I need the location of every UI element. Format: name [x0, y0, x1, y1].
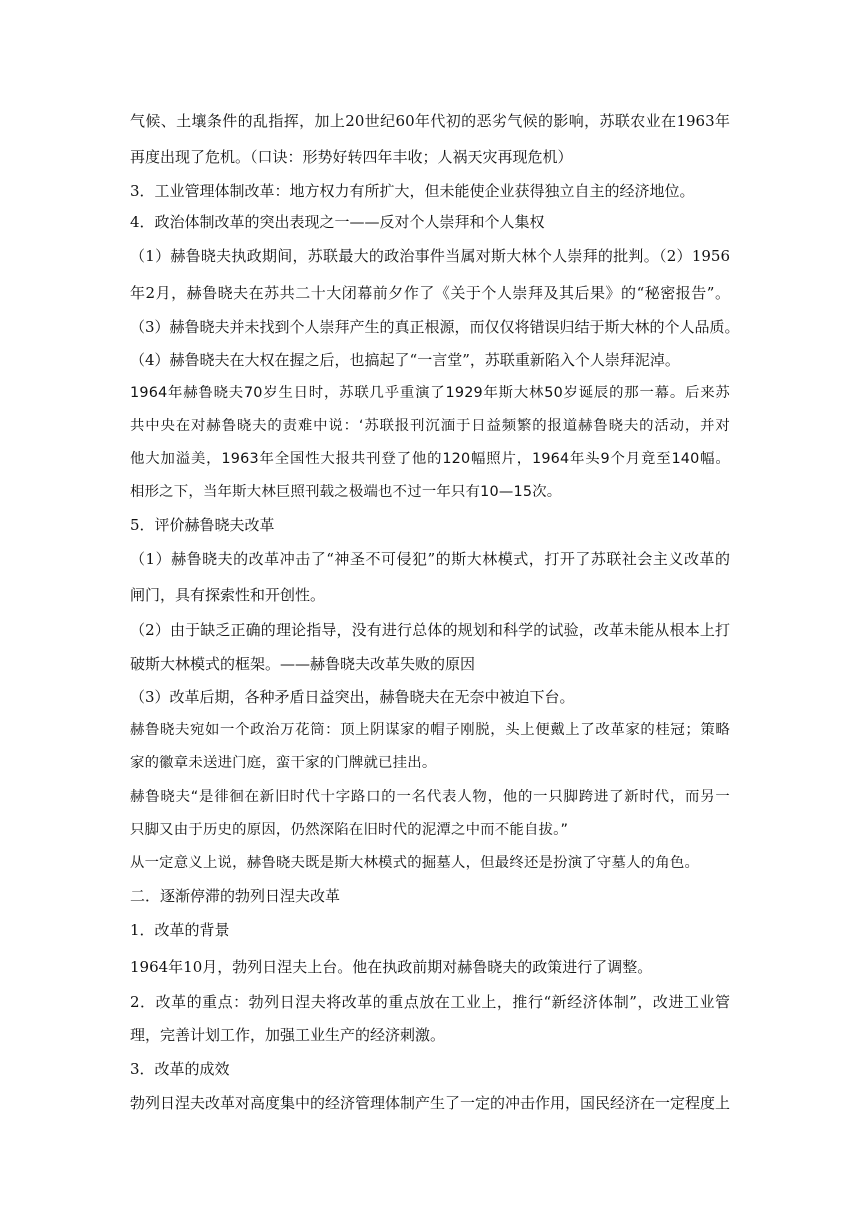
text-line: 1964年10月，勃列日涅夫上台。他在执政前期对赫鲁晓夫的政策进行了调整。 — [130, 958, 653, 976]
text-line: 闸门，具有探索性和开创性。 — [130, 586, 326, 604]
text-line: 3．工业管理体制改革：地方权力有所扩大，但未能使企业获得独立自主的经济地位。 — [130, 182, 695, 200]
quote-line: 只脚又由于历史的原因，仍然深陷在旧时代的泥潭之中而不能自拔。” — [130, 822, 569, 838]
section-heading: 4．政治体制改革的突出表现之一——反对个人崇拜和个人集权 — [130, 213, 545, 231]
text-line: 再度出现了危机。（口诀：形势好转四年丰收；人祸天灾再现危机） — [130, 148, 573, 166]
section-heading: 1．改革的背景 — [130, 921, 230, 939]
text-line: 勃列日涅夫改革对高度集中的经济管理体制产生了一定的冲击作用，国民经济在一定程度上 — [130, 1094, 731, 1112]
text-line: 年2月，赫鲁晓夫在苏共二十大闭幕前夕作了《关于个人崇拜及其后果》的“秘密报告”。 — [130, 284, 730, 302]
section-heading: 3．改革的成效 — [130, 1060, 230, 1078]
quote-line: 1964年赫鲁晓夫70岁生日时，苏联几乎重演了1929年斯大林50岁诞辰的那一幕。后来苏 — [130, 385, 730, 401]
quote-line: 相形之下，当年斯大林巨照刊载之极端也不过一年只有10—15次。 — [130, 484, 562, 500]
text-line: （2）由于缺乏正确的理论指导，没有进行总体的规划和科学的试验，改革未能从根本上打 — [130, 621, 730, 639]
text-line: 2．改革的重点：勃列日涅夫将改革的重点放在工业上，推行“新经济体制”，改进工业管 — [130, 993, 730, 1011]
text-line: 破斯大林模式的框架。——赫鲁晓夫改革失败的原因 — [130, 655, 476, 673]
section-heading: 二．逐渐停滞的勃列日涅夫改革 — [130, 887, 341, 905]
text-line: 气候、土壤条件的乱指挥，加上20世纪60年代初的恶劣气候的影响，苏联农业在1963年 — [130, 112, 730, 130]
section-heading: 5．评价赫鲁晓夫改革 — [130, 516, 275, 534]
quote-line: 他大加溢美，1963年全国性大报共刊登了他的120幅照片，1964年头9个月竟至140幅。 — [130, 451, 730, 467]
text-line: （1）赫鲁晓夫的改革冲击了“神圣不可侵犯”的斯大林模式，打开了苏联社会主义改革的 — [130, 550, 730, 568]
quote-line: 共中央在对赫鲁晓夫的责难中说：‘苏联报刊沉湎于日益频繁的报道赫鲁晓夫的活动，并对 — [130, 418, 730, 434]
text-line: （1）赫鲁晓夫执政期间，苏联最大的政治事件当属对斯大林个人崇拜的批判。（2）1956 — [130, 247, 730, 265]
quote-line: 赫鲁晓夫“是徘徊在新旧时代十字路口的一名代表人物，他的一只脚跨进了新时代，而另一 — [130, 789, 730, 805]
text-line: （3）改革后期，各种矛盾日益突出，赫鲁晓夫在无奈中被迫下台。 — [130, 688, 575, 706]
text-line: （4）赫鲁晓夫在大权在握之后，也搞起了“一言堂”，苏联重新陷入个人崇拜泥淖。 — [130, 351, 680, 369]
text-line: 理，完善计划工作，加强工业生产的经济刺激。 — [130, 1026, 446, 1044]
quote-line: 家的徽章未送进门庭，蛮干家的门牌就已挂出。 — [130, 755, 437, 771]
quote-line: 赫鲁晓夫宛如一个政治万花筒：顶上阴谋家的帽子刚脱，头上便戴上了改革家的桂冠；策略 — [130, 722, 730, 738]
text-line: （3）赫鲁晓夫并未找到个人崇拜产生的真正根源，而仅仅将错误归结于斯大林的个人品质。 — [130, 318, 740, 336]
quote-line: 从一定意义上说，赫鲁晓夫既是斯大林模式的掘墓人，但最终还是扮演了守墓人的角色。 — [130, 855, 700, 871]
